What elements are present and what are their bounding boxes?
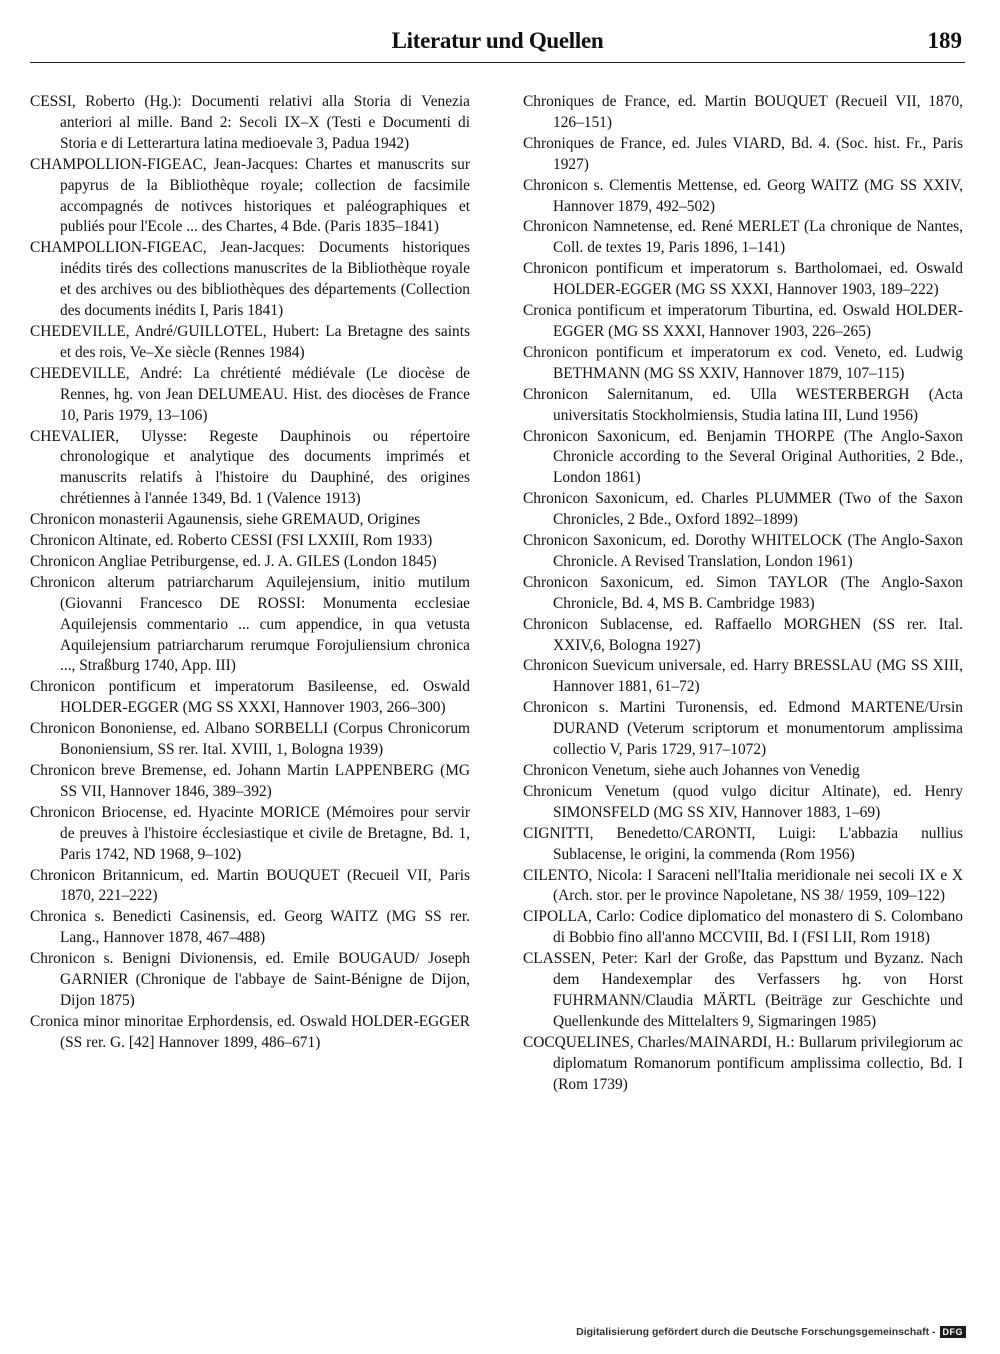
footer [576, 1326, 966, 1338]
running-title: Literatur und Quellen [391, 28, 604, 53]
bibliography-entry: Chronicon Namnetense, ed. René MERLET (La chronique de Nantes, Coll. de textes 19, Paris 1896, 1–141) [523, 218, 963, 257]
bibliography-entry: COCQUELINES, Charles/MAINARDI, H.: Bullarum privilegiorum ac diplomatum Romanorum pontificum amplissima collectio, Bd. I (Rom 1739) [523, 1033, 963, 1093]
right-column [523, 92, 963, 1096]
bibliography-entry: Chronica s. Benedicti Casinensis, ed. Georg WAITZ (MG SS rer. Lang., Hannover 1878, 467–488) [30, 908, 470, 947]
bibliography-entry: CHEDEVILLE, André: La chrétienté médiévale (Le diocèse de Rennes, hg. von Jean DELUMEAU. Hist. des diocèses de France 10, Paris 1979, 13–106) [30, 364, 470, 424]
bibliography-entry: Chronicon Venetum, siehe auch Johannes von Venedig [523, 762, 860, 779]
bibliography-entry: Chronicon Briocense, ed. Hyacinte MORICE (Mémoires pour servir de preuves à l'histoire écclesiastique et civile de Bretagne, Bd. 1, Paris 1742, ND 1968, 9–102) [30, 803, 470, 863]
bibliography-entry: Chronicon Altinate, ed. Roberto CESSI (FSI LXXIII, Rom 1933) [30, 532, 433, 550]
bibliography-entry: Chronicon Angliae Petriburgense, ed. J. A. GILES (London 1845) [30, 552, 437, 570]
bibliography-entry: Chronicon breve Bremense, ed. Johann Martin LAPPENBERG (MG SS VII, Hannover 1846, 389–392) [30, 762, 470, 800]
bibliography-entry: Chronicon s. Martini Turonensis, ed. Edmond MARTENE/Ursin DURAND (Veterum scriptorum et monumentorum amplissima collectio V, Paris 1729, 917–1072) [523, 699, 963, 759]
bibliography-entry: Cronica minor minoritae Erphordensis, ed. Oswald HOLDER-EGGER (SS rer. G. [42] Hannover 1899, 486–671) [30, 1012, 470, 1051]
bibliography-entry: Chronicon Suevicum universale, ed. Harry BRESSLAU (MG SS XIII, Hannover 1881, 61–72) [523, 657, 963, 696]
bibliography-entry: Cronica pontificum et imperatorum Tiburtina, ed. Oswald HOLDER-EGGER (MG SS XXXI, Hannover 1903, 226–265) [523, 302, 963, 340]
page-number: 189 [927, 28, 962, 53]
bibliography-entry: CIGNITTI, Benedetto/CARONTI, Luigi: L'abbazia nullius Sublacense, le origini, la commenda (Rom 1956) [523, 824, 963, 863]
bibliography-entry: CHAMPOLLION-FIGEAC, Jean-Jacques: Chartes et manuscrits sur papyrus de la Bibliothèque royale; collection de facsimile accompagnés de notivces historiques et paléographiques et publiés pour l'Ecole ... des Chartes, 4 Bde. (Paris 1835–1841) [30, 155, 470, 236]
bibliography-entry: Chroniques de France, ed. Jules VIARD, Bd. 4. (Soc. hist. Fr., Paris 1927) [523, 134, 963, 173]
bibliography-entry: CESSI, Roberto (Hg.): Documenti relativi alla Storia di Venezia anteriori al mille. Band 2: Secoli IX–X (Testi e Documenti di Storia e di Letterartura latina medioevale 3, Padua 1942) [30, 93, 470, 152]
bibliography-entry: Chronicon pontificum et imperatorum Basileense, ed. Oswald HOLDER-EGGER (MG SS XXXI, Hannover 1903, 266–300) [30, 678, 470, 717]
bibliography-entry: CHAMPOLLION-FIGEAC, Jean-Jacques: Documents historiques inédits tirés des collections manuscrites de la Bibliothèque royale et des archives ou des bibliothèques des départements (Collection des documents inédits I, Paris 1841) [30, 239, 470, 320]
bibliography-entry: Chronicon Britannicum, ed. Martin BOUQUET (Recueil VII, Paris 1870, 221–222) [30, 866, 470, 905]
bibliography-entry: CILENTO, Nicola: I Saraceni nell'Italia meridionale nei secoli IX e X (Arch. stor. per le province Napoletane, NS 38/ 1959, 109–122) [523, 866, 963, 905]
bibliography-entry: Chronicon Sublacense, ed. Raffaello MORGHEN (SS rer. Ital. XXIV,6, Bologna 1927) [523, 615, 963, 654]
bibliography-entry: Chronicon Saxonicum, ed. Benjamin THORPE (The Anglo-Saxon Chronicle according to the Several Original Authorities, 2 Bde., London 1861) [523, 427, 963, 487]
bibliography-entry: Chronicum Venetum (quod vulgo dicitur Altinate), ed. Henry SIMONSFELD (MG SS XIV, Hannover 1883, 1–69) [523, 782, 963, 821]
bibliography-entry: Chronicon pontificum et imperatorum s. Bartholomaei, ed. Oswald HOLDER-EGGER (MG SS XXXI, Hannover 1903, 189–222) [523, 260, 963, 299]
bibliography-entry: CLASSEN, Peter: Karl der Große, das Papsttum und Byzanz. Nach dem Handexemplar des Verfassers hg. von Horst FUHRMANN/Claudia MÄRTL (Beiträge zur Geschichte und Quellenkunde des Mittelalters 9, Sigmaringen 1985) [523, 950, 963, 1030]
bibliography-entry: CHEDEVILLE, André/GUILLOTEL, Hubert: La Bretagne des saints et des rois, Ve–Xe siècle (Rennes 1984) [30, 322, 470, 361]
bibliography-entry: CHEVALIER, Ulysse: Regeste Dauphinois ou répertoire chronologique et analytique des documents imprimés et manuscrits relatifs à l'histoire du Dauphiné, des origines chrétiennes à l'année 1349, Bd. 1 (Valence 1913) [30, 427, 470, 508]
footer-text: Digitalisierung gefördert durch die Deutsche Forschungsgemeinschaft - [576, 1326, 936, 1338]
bibliography-entry: Chronicon Saxonicum, ed. Charles PLUMMER (Two of the Saxon Chronicles, 2 Bde., Oxford 1892–1899) [523, 490, 963, 529]
bibliography-entry: Chroniques de France, ed. Martin BOUQUET (Recueil VII, 1870, 126–151) [523, 93, 963, 131]
bibliography-entry: Chronicon alterum patriarcharum Aquilejensium, initio mutilum (Giovanni Francesco DE ROSSI: Monumenta ecclesiae Aquilejensis commentario ... cum appendice, in qua vetusta Aquilejensium patriarcharum rerumque Forojuliensium chronica ..., Straßburg 1740, App. III) [30, 573, 470, 675]
bibliography-entry: Chronicon Saxonicum, ed. Simon TAYLOR (The Anglo-Saxon Chronicle, Bd. 4, MS B. Cambridge 1983) [523, 573, 963, 612]
bibliography-entry: Chronicon s. Benigni Divionensis, ed. Emile BOUGAUD/ Joseph GARNIER (Chronique de l'abbaye de Saint-Bénigne de Dijon, Dijon 1875) [30, 950, 470, 1009]
left-column [30, 92, 470, 1054]
bibliography-entry: Chronicon pontificum et imperatorum ex cod. Veneto, ed. Ludwig BETHMANN (MG SS XXIV, Hannover 1879, 107–115) [523, 343, 963, 382]
bibliography-entry: Chronicon Saxonicum, ed. Dorothy WHITELOCK (The Anglo-Saxon Chronicle. A Revised Translation, London 1961) [523, 532, 963, 570]
bibliography-entry: Chronicon Bononiense, ed. Albano SORBELLI (Corpus Chronicorum Bononiensium, SS rer. Ital. XVIII, 1, Bologna 1939) [30, 720, 470, 759]
bibliography-entry: Chronicon Salernitanum, ed. Ulla WESTERBERGH (Acta universitatis Stockholmiensis, Studia latina III, Lund 1956) [523, 385, 963, 424]
bibliography-entry: Chronicon s. Clementis Mettense, ed. Georg WAITZ (MG SS XXIV, Hannover 1879, 492–502) [523, 176, 963, 215]
dfg-logo: DFG [940, 1326, 967, 1338]
bibliography-entry: CIPOLLA, Carlo: Codice diplomatico del monastero di S. Colombano di Bobbio fino all'anno MCCVIII, Bd. I (FSI LII, Rom 1918) [523, 908, 963, 947]
page-header [30, 28, 965, 63]
bibliography-entry: Chronicon monasterii Agaunensis, siehe GREMAUD, Origines [30, 511, 421, 529]
